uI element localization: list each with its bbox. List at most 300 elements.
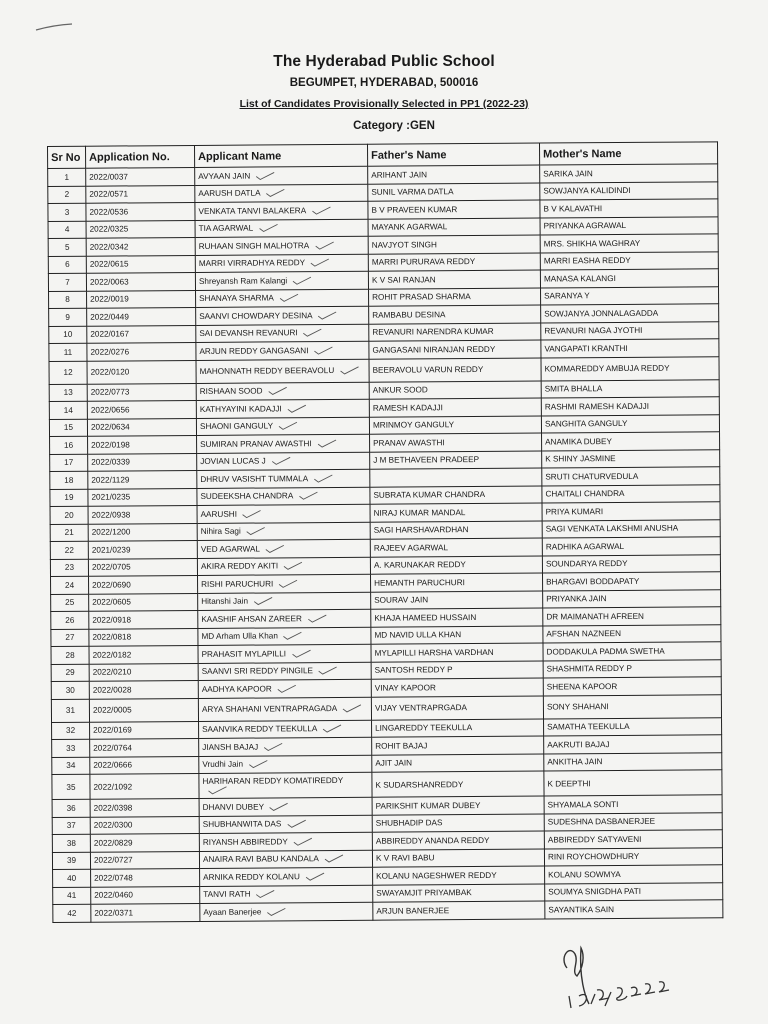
cell-sr-no: 20 bbox=[50, 506, 88, 524]
cell-application-no: 2022/0037 bbox=[86, 167, 195, 185]
cell-mothers-name: RASHMI RAMESH KADAJJI bbox=[541, 397, 719, 416]
cell-fathers-name: SWAYAMJIT PRIYAMBAK bbox=[373, 884, 545, 903]
cell-applicant-name bbox=[200, 885, 373, 904]
cell-fathers-name: SUNIL VARMA DATLA bbox=[368, 183, 540, 202]
check-mark-icon bbox=[254, 171, 276, 180]
cell-sr-no: 8 bbox=[49, 291, 87, 309]
applicant-name-text: Vrudhi Jain bbox=[202, 759, 244, 770]
cell-sr-no: 17 bbox=[50, 454, 88, 472]
cell-fathers-name: K V SAI RANJAN bbox=[368, 270, 540, 289]
cell-applicant-name bbox=[196, 341, 369, 360]
cell-fathers-name: KHAJA HAMEED HUSSAIN bbox=[371, 608, 543, 627]
cell-applicant-name bbox=[198, 662, 371, 681]
cell-applicant-name bbox=[198, 644, 371, 663]
cell-application-no: 2022/0656 bbox=[87, 400, 196, 418]
cell-application-no: 2022/0938 bbox=[88, 505, 197, 523]
cell-sr-no: 24 bbox=[51, 576, 89, 594]
header-sr-no: Sr No bbox=[48, 146, 86, 168]
cell-fathers-name: PRANAV AWASTHI bbox=[370, 433, 542, 452]
applicant-name-text: SAANVI CHOWDARY DESINA bbox=[199, 310, 313, 321]
cell-application-no: 2022/0773 bbox=[87, 383, 196, 401]
cell-mothers-name: SHASHMITA REDDY P bbox=[543, 659, 721, 678]
check-mark-icon bbox=[310, 206, 332, 215]
cell-application-no: 2022/0325 bbox=[86, 220, 195, 238]
cell-application-no: 2022/0339 bbox=[88, 453, 197, 471]
cell-sr-no: 13 bbox=[49, 384, 87, 402]
cell-application-no: 2022/0764 bbox=[90, 738, 199, 756]
check-mark-icon bbox=[317, 311, 339, 320]
check-mark-icon bbox=[247, 760, 269, 769]
document-header bbox=[0, 52, 768, 133]
cell-application-no: 2022/0198 bbox=[88, 435, 197, 453]
cell-applicant-name bbox=[196, 324, 369, 343]
cell-sr-no: 1 bbox=[48, 168, 86, 186]
check-mark-icon bbox=[265, 907, 287, 916]
applicant-name-text: KAASHIF AHSAN ZAREER bbox=[201, 613, 302, 624]
cell-application-no: 2022/1092 bbox=[90, 773, 199, 799]
cell-application-no: 2022/0634 bbox=[87, 418, 196, 436]
header-application-no: Application No. bbox=[86, 145, 195, 168]
check-mark-icon bbox=[302, 328, 324, 337]
check-mark-icon bbox=[262, 742, 284, 751]
cell-mothers-name: SMITA BHALLA bbox=[541, 379, 719, 398]
cell-application-no: 2022/1129 bbox=[88, 470, 197, 488]
cell-mothers-name: K DEEPTHI bbox=[544, 770, 722, 796]
cell-mothers-name: PRIYA KUMARI bbox=[542, 502, 720, 521]
check-mark-icon bbox=[276, 684, 298, 693]
header-fathers-name: Father's Name bbox=[367, 143, 539, 166]
cell-application-no: 2022/0371 bbox=[91, 903, 200, 921]
cell-fathers-name: LINGAREDDY TEEKULLA bbox=[372, 719, 544, 738]
cell-mothers-name: SOWJANYA KALIDINDI bbox=[540, 181, 718, 200]
cell-fathers-name: RAMESH KADAJJI bbox=[369, 398, 541, 417]
cell-mothers-name: SAGI VENKATA LAKSHMI ANUSHA bbox=[542, 519, 720, 538]
cell-applicant-name bbox=[200, 902, 373, 921]
cell-mothers-name: SANGHITA GANGULY bbox=[541, 414, 719, 433]
applicant-name-text: RUHAAN SINGH MALHOTRA bbox=[198, 240, 310, 251]
check-mark-icon bbox=[268, 802, 290, 811]
applicant-name-text: MD Arham Ulla Khan bbox=[201, 631, 278, 642]
cell-sr-no: 2 bbox=[48, 186, 86, 204]
applicant-name-text: ARNIKA REDDY KOLANU bbox=[203, 871, 300, 882]
applicant-name-text: SUDEEKSHA CHANDRA bbox=[200, 491, 294, 502]
check-mark-icon bbox=[277, 422, 299, 431]
cell-mothers-name: KOMMAREDDY AMBUJA REDDY bbox=[541, 356, 719, 380]
cell-mothers-name: RINI ROYCHOWDHURY bbox=[544, 847, 722, 866]
applicant-name-text: AADHYA KAPOOR bbox=[201, 684, 272, 694]
cell-mothers-name: PRIYANKA JAIN bbox=[543, 589, 721, 608]
cell-mothers-name: SHEENA KAPOOR bbox=[543, 677, 721, 696]
cell-mothers-name: MARRI EASHA REDDY bbox=[540, 251, 718, 270]
check-mark-icon bbox=[286, 404, 308, 413]
cell-applicant-name bbox=[195, 201, 368, 220]
cell-fathers-name: ANKUR SOOD bbox=[369, 381, 541, 400]
cell-fathers-name: K V RAVI BABU bbox=[372, 849, 544, 868]
cell-application-no: 2022/0063 bbox=[86, 272, 195, 290]
cell-applicant-name bbox=[199, 737, 372, 756]
cell-sr-no: 14 bbox=[49, 401, 87, 419]
cell-mothers-name: SAYANTIKA SAIN bbox=[545, 900, 723, 919]
applicant-name-text: AKIRA REDDY AKITI bbox=[200, 561, 279, 572]
cell-applicant-name bbox=[196, 306, 369, 325]
cell-fathers-name: ARIHANT JAIN bbox=[368, 165, 540, 184]
cell-application-no: 2022/1200 bbox=[88, 523, 197, 541]
cell-mothers-name: K SHINY JASMINE bbox=[542, 449, 720, 468]
cell-fathers-name: REVANURI NARENDRA KUMAR bbox=[369, 323, 541, 342]
cell-sr-no: 36 bbox=[52, 799, 90, 817]
cell-sr-no: 6 bbox=[48, 256, 86, 274]
cell-applicant-name bbox=[198, 609, 371, 628]
cell-fathers-name: VIJAY VENTRAPRGADA bbox=[371, 696, 543, 720]
cell-application-no: 2022/0536 bbox=[86, 202, 195, 220]
cell-fathers-name: ABBIREDDY ANANDA REDDY bbox=[372, 831, 544, 850]
cell-mothers-name: ANKITHA JAIN bbox=[544, 752, 722, 771]
cell-application-no: 2022/0615 bbox=[86, 255, 195, 273]
cell-sr-no: 29 bbox=[51, 664, 89, 682]
cell-applicant-name bbox=[195, 184, 368, 203]
cell-applicant-name bbox=[196, 289, 369, 308]
applicant-name-text: TIA AGARWAL bbox=[198, 223, 254, 234]
cell-mothers-name: KOLANU SOWMYA bbox=[545, 865, 723, 884]
cell-applicant-name bbox=[195, 166, 368, 185]
applicant-name-text: HARIHARAN REDDY KOMATIREDDY bbox=[202, 775, 344, 786]
applicant-name-text: VENKATA TANVI BALAKERA bbox=[198, 205, 307, 216]
cell-sr-no: 42 bbox=[53, 904, 91, 922]
cell-mothers-name: DR MAIMANATH AFREEN bbox=[543, 607, 721, 626]
check-mark-icon bbox=[270, 457, 292, 466]
applicant-name-text: MARRI VIRRADHYA REDDY bbox=[198, 258, 306, 269]
applicant-name-text: JIANSH BAJAJ bbox=[202, 742, 259, 752]
cell-application-no: 2022/0605 bbox=[89, 593, 198, 611]
cell-application-no: 2022/0005 bbox=[89, 698, 198, 722]
cell-applicant-name bbox=[199, 815, 372, 834]
cell-sr-no: 10 bbox=[49, 326, 87, 344]
cell-sr-no: 39 bbox=[52, 852, 90, 870]
cell-sr-no: 22 bbox=[50, 541, 88, 559]
cell-applicant-name bbox=[199, 832, 372, 851]
cell-fathers-name: NAVJYOT SINGH bbox=[368, 235, 540, 254]
cell-applicant-name bbox=[195, 254, 368, 273]
applicant-name-text: PRAHASIT MYLAPILLI bbox=[201, 648, 287, 659]
check-mark-icon bbox=[266, 387, 288, 396]
cell-sr-no: 27 bbox=[51, 629, 89, 647]
applicant-name-text: KATHYAYINI KADAJJI bbox=[199, 403, 282, 414]
cell-mothers-name: DODDAKULA PADMA SWETHA bbox=[543, 642, 721, 661]
cell-fathers-name: NIRAJ KUMAR MANDAL bbox=[370, 503, 542, 522]
cell-application-no: 2022/0727 bbox=[90, 851, 199, 869]
applicant-name-text: Hitanshi Jain bbox=[201, 596, 249, 607]
check-mark-icon bbox=[304, 872, 326, 881]
check-mark-icon bbox=[316, 439, 338, 448]
cell-mothers-name: ANAMIKA DUBEY bbox=[542, 432, 720, 451]
cell-sr-no: 38 bbox=[52, 834, 90, 852]
cell-application-no: 2022/0120 bbox=[87, 360, 196, 384]
check-mark-icon bbox=[264, 189, 286, 198]
check-mark-icon bbox=[338, 366, 360, 375]
check-mark-icon bbox=[241, 509, 263, 518]
check-mark-icon bbox=[321, 724, 343, 733]
candidates-table bbox=[47, 141, 723, 922]
cell-fathers-name: SOURAV JAIN bbox=[371, 591, 543, 610]
cell-applicant-name bbox=[198, 697, 371, 721]
cell-application-no: 2022/0169 bbox=[90, 721, 199, 739]
cell-fathers-name: BEERAVOLU VARUN REDDY bbox=[369, 358, 541, 382]
cell-fathers-name: HEMANTH PARUCHURI bbox=[370, 573, 542, 592]
cell-application-no: 2022/0690 bbox=[89, 575, 198, 593]
applicant-name-text: SUMIRAN PRANAV AWASTHI bbox=[200, 438, 312, 449]
cell-fathers-name: ARJUN BANERJEE bbox=[373, 901, 545, 920]
cell-applicant-name bbox=[197, 557, 370, 576]
cell-fathers-name: MARRI PURURAVA REDDY bbox=[368, 253, 540, 272]
cell-applicant-name bbox=[197, 539, 370, 558]
cell-application-no: 2022/0276 bbox=[87, 342, 196, 360]
cell-applicant-name bbox=[196, 359, 369, 383]
cell-fathers-name: A. KARUNAKAR REDDY bbox=[370, 556, 542, 575]
cell-fathers-name: MAYANK AGARWAL bbox=[368, 218, 540, 237]
check-mark-icon bbox=[312, 346, 334, 355]
applicant-name-text: SAANVI SRI REDDY PINGILE bbox=[201, 666, 314, 677]
cell-fathers-name: VINAY KAPOOR bbox=[371, 678, 543, 697]
cell-sr-no: 31 bbox=[51, 699, 89, 722]
cell-sr-no: 37 bbox=[52, 817, 90, 835]
cell-fathers-name: SAGI HARSHAVARDHAN bbox=[370, 521, 542, 540]
check-mark-icon bbox=[313, 241, 335, 250]
cell-application-no: 2022/0167 bbox=[87, 325, 196, 343]
applicant-name-text: VED AGARWAL bbox=[200, 544, 261, 554]
check-mark-icon bbox=[264, 544, 286, 553]
cell-sr-no: 33 bbox=[52, 739, 90, 757]
cell-mothers-name: AFSHAN NAZNEEN bbox=[543, 624, 721, 643]
cell-applicant-name bbox=[199, 755, 372, 774]
cell-mothers-name: VANGAPATI KRANTHI bbox=[541, 339, 719, 358]
list-title: List of Candidates Provisionally Selected in PP1 (2022-23) bbox=[239, 98, 529, 110]
cell-fathers-name: MD NAVID ULLA KHAN bbox=[371, 626, 543, 645]
check-mark-icon bbox=[282, 562, 304, 571]
cell-sr-no: 40 bbox=[53, 869, 91, 887]
cell-applicant-name bbox=[197, 469, 370, 488]
cell-application-no: 2022/0028 bbox=[89, 680, 198, 698]
cell-fathers-name: MYLAPILLI HARSHA VARDHAN bbox=[371, 643, 543, 662]
applicant-name-text: DHRUV VASISHT TUMMALA bbox=[200, 473, 309, 484]
check-mark-icon bbox=[291, 276, 313, 285]
check-mark-icon bbox=[255, 890, 277, 899]
cell-applicant-name bbox=[197, 504, 370, 523]
cell-mothers-name: SARIKA JAIN bbox=[540, 164, 718, 183]
cell-sr-no: 9 bbox=[49, 308, 87, 326]
applicant-name-text: ARYA SHAHANI VENTRAPRAGADA bbox=[201, 703, 338, 714]
cell-mothers-name: MANASA KALANGI bbox=[540, 269, 718, 288]
applicant-name-text: RISHI PARUCHURI bbox=[201, 579, 274, 589]
school-address: BEGUMPET, HYDERABAD, 500016 bbox=[289, 77, 479, 89]
applicant-name-text: RISHAAN SOOD bbox=[199, 386, 263, 397]
cell-applicant-name bbox=[198, 627, 371, 646]
cell-sr-no: 15 bbox=[49, 419, 87, 437]
cell-application-no: 2022/0342 bbox=[86, 237, 195, 255]
cell-applicant-name bbox=[199, 772, 372, 798]
cell-applicant-name bbox=[197, 452, 370, 471]
cell-application-no: 2021/0235 bbox=[88, 488, 197, 506]
cell-fathers-name bbox=[370, 468, 542, 487]
cell-mothers-name: RADHIKA AGARWAL bbox=[542, 537, 720, 556]
cell-application-no: 2022/0449 bbox=[87, 307, 196, 325]
header-applicant-name: Applicant Name bbox=[194, 144, 367, 167]
cell-applicant-name bbox=[195, 236, 368, 255]
applicant-name-text: AVYAAN JAIN bbox=[198, 171, 251, 181]
cell-mothers-name: SHYAMALA SONTI bbox=[544, 795, 722, 814]
cell-sr-no: 34 bbox=[52, 757, 90, 775]
cell-application-no: 2022/0666 bbox=[90, 756, 199, 774]
applicant-name-text: RIYANSH ABBIREDDY bbox=[202, 836, 288, 847]
check-mark-icon bbox=[252, 597, 274, 606]
cell-mothers-name: SRUTI CHATURVEDULA bbox=[542, 467, 720, 486]
cell-sr-no: 19 bbox=[50, 489, 88, 507]
applicant-name-text: ANAIRA RAVI BABU KANDALA bbox=[202, 854, 319, 865]
check-mark-icon bbox=[341, 704, 363, 713]
cell-applicant-name bbox=[200, 867, 373, 886]
cell-sr-no: 11 bbox=[49, 343, 87, 361]
check-mark-icon bbox=[309, 258, 331, 267]
cell-sr-no: 16 bbox=[50, 436, 88, 454]
cell-applicant-name bbox=[195, 271, 368, 290]
applicant-name-text: SHUBHANWITA DAS bbox=[202, 819, 282, 830]
cell-fathers-name: B V PRAVEEN KUMAR bbox=[368, 200, 540, 219]
cell-application-no: 2022/0918 bbox=[89, 610, 198, 628]
cell-fathers-name: SUBRATA KUMAR CHANDRA bbox=[370, 486, 542, 505]
cell-fathers-name: PARIKSHIT KUMAR DUBEY bbox=[372, 796, 544, 815]
check-mark-icon bbox=[306, 614, 328, 623]
cell-sr-no: 5 bbox=[48, 238, 86, 256]
cell-application-no: 2022/0829 bbox=[90, 833, 199, 851]
applicant-name-text: AARUSH DATLA bbox=[198, 188, 261, 199]
cell-applicant-name bbox=[195, 219, 368, 238]
cell-application-no: 2022/0571 bbox=[86, 185, 195, 203]
cell-applicant-name bbox=[196, 382, 369, 401]
cell-mothers-name: MRS. SHIKHA WAGHRAY bbox=[540, 234, 718, 253]
cell-fathers-name: J M BETHAVEEN PRADEEP bbox=[370, 451, 542, 470]
cell-mothers-name: BHARGAVI BODDAPATY bbox=[542, 572, 720, 591]
cell-sr-no: 35 bbox=[52, 774, 90, 799]
cell-mothers-name: SARANYA Y bbox=[541, 286, 719, 305]
check-mark-icon bbox=[278, 294, 300, 303]
category-label: Category :GEN bbox=[353, 120, 435, 132]
cell-applicant-name bbox=[196, 417, 369, 436]
cell-application-no: 2022/0460 bbox=[91, 886, 200, 904]
table-row bbox=[53, 900, 723, 922]
cell-fathers-name: SANTOSH REDDY P bbox=[371, 661, 543, 680]
cell-fathers-name: RAJEEV AGARWAL bbox=[370, 538, 542, 557]
check-mark-icon bbox=[245, 527, 267, 536]
cell-sr-no: 4 bbox=[48, 221, 86, 239]
cell-sr-no: 41 bbox=[53, 887, 91, 905]
cell-sr-no: 18 bbox=[50, 471, 88, 489]
cell-fathers-name: SHUBHADIP DAS bbox=[372, 814, 544, 833]
cell-sr-no: 7 bbox=[48, 273, 86, 291]
cell-applicant-name bbox=[199, 797, 372, 816]
cell-applicant-name bbox=[197, 434, 370, 453]
header-mothers-name: Mother's Name bbox=[539, 142, 717, 165]
cell-mothers-name: B V KALAVATHI bbox=[540, 199, 718, 218]
school-name: The Hyderabad Public School bbox=[273, 53, 495, 70]
applicant-name-text: DHANVI DUBEY bbox=[202, 802, 265, 812]
cell-mothers-name: SUDESHNA DASBANERJEE bbox=[544, 812, 722, 831]
cell-application-no: 2022/0300 bbox=[90, 816, 199, 834]
cell-sr-no: 23 bbox=[50, 559, 88, 577]
applicant-name-text: SHANAYA SHARMA bbox=[199, 293, 274, 304]
applicant-name-text: TANVI RATH bbox=[203, 889, 251, 900]
check-mark-icon bbox=[312, 474, 334, 483]
check-mark-icon bbox=[317, 666, 339, 675]
cell-fathers-name: AJIT JAIN bbox=[372, 754, 544, 773]
cell-mothers-name: SONY SHAHANI bbox=[543, 694, 721, 718]
cell-sr-no: 21 bbox=[50, 524, 88, 542]
check-mark-icon bbox=[292, 837, 314, 846]
cell-sr-no: 30 bbox=[51, 681, 89, 699]
cell-application-no: 2022/0210 bbox=[89, 663, 198, 681]
cell-application-no: 2022/0705 bbox=[88, 558, 197, 576]
cell-mothers-name: ABBIREDDY SATYAVENI bbox=[544, 830, 722, 849]
cell-applicant-name bbox=[197, 487, 370, 506]
cell-applicant-name bbox=[197, 522, 370, 541]
check-mark-icon bbox=[257, 224, 279, 233]
cell-sr-no: 32 bbox=[52, 722, 90, 740]
cell-application-no: 2021/0239 bbox=[88, 540, 197, 558]
applicant-name-text: SAANVIKA REDDY TEEKULLA bbox=[202, 724, 318, 735]
check-mark-icon bbox=[282, 632, 304, 641]
cell-mothers-name: SOUNDARYA REDDY bbox=[542, 554, 720, 573]
check-mark-icon bbox=[277, 579, 299, 588]
cell-fathers-name: GANGASANI NIRANJAN REDDY bbox=[369, 340, 541, 359]
cell-application-no: 2022/0182 bbox=[89, 645, 198, 663]
check-mark-icon bbox=[285, 820, 307, 829]
cell-fathers-name: ROHIT BAJAJ bbox=[372, 736, 544, 755]
cell-applicant-name bbox=[198, 592, 371, 611]
applicant-name-text: JOVIAN LUCAS J bbox=[200, 456, 266, 467]
cell-sr-no: 26 bbox=[51, 611, 89, 629]
cell-mothers-name: CHAITALI CHANDRA bbox=[542, 484, 720, 503]
table-body bbox=[48, 164, 723, 922]
cell-applicant-name bbox=[199, 720, 372, 739]
cell-fathers-name: ROHIT PRASAD SHARMA bbox=[369, 288, 541, 307]
cell-mothers-name: SOUMYA SNIGDHA PATI bbox=[545, 882, 723, 901]
cell-mothers-name: AAKRUTI BAJAJ bbox=[544, 735, 722, 754]
cell-application-no: 2022/0818 bbox=[89, 628, 198, 646]
applicant-name-text: Shreyansh Ram Kalangi bbox=[198, 275, 288, 286]
cell-sr-no: 25 bbox=[51, 594, 89, 612]
cell-fathers-name: RAMBABU DESINA bbox=[369, 305, 541, 324]
cell-fathers-name: KOLANU NAGESHWER REDDY bbox=[373, 866, 545, 885]
check-mark-icon bbox=[290, 649, 312, 658]
cell-application-no: 2022/0019 bbox=[87, 290, 196, 308]
cell-applicant-name bbox=[199, 850, 372, 869]
applicant-name-text: Nihira Sagi bbox=[200, 526, 241, 537]
cell-application-no: 2022/0398 bbox=[90, 798, 199, 816]
check-mark-icon bbox=[323, 854, 345, 863]
cell-fathers-name: MRINMOY GANGULY bbox=[369, 416, 541, 435]
applicant-name-text: SHAONI GANGULY bbox=[199, 421, 274, 432]
cell-applicant-name bbox=[198, 679, 371, 698]
applicant-name-text: ARJUN REDDY GANGASANI bbox=[199, 345, 309, 356]
cell-applicant-name bbox=[196, 399, 369, 418]
cell-applicant-name bbox=[198, 574, 371, 593]
cell-sr-no: 12 bbox=[49, 361, 87, 384]
cell-application-no: 2022/0748 bbox=[91, 868, 200, 886]
check-mark-icon bbox=[206, 786, 228, 795]
cell-mothers-name: REVANURI NAGA JYOTHI bbox=[541, 321, 719, 340]
applicant-name-text: SAI DEVANSH REVANURI bbox=[199, 328, 298, 339]
applicant-name-text: AARUSHI bbox=[200, 509, 238, 519]
cell-mothers-name: PRIYANKA AGRAWAL bbox=[540, 216, 718, 235]
check-mark-icon bbox=[297, 492, 319, 501]
